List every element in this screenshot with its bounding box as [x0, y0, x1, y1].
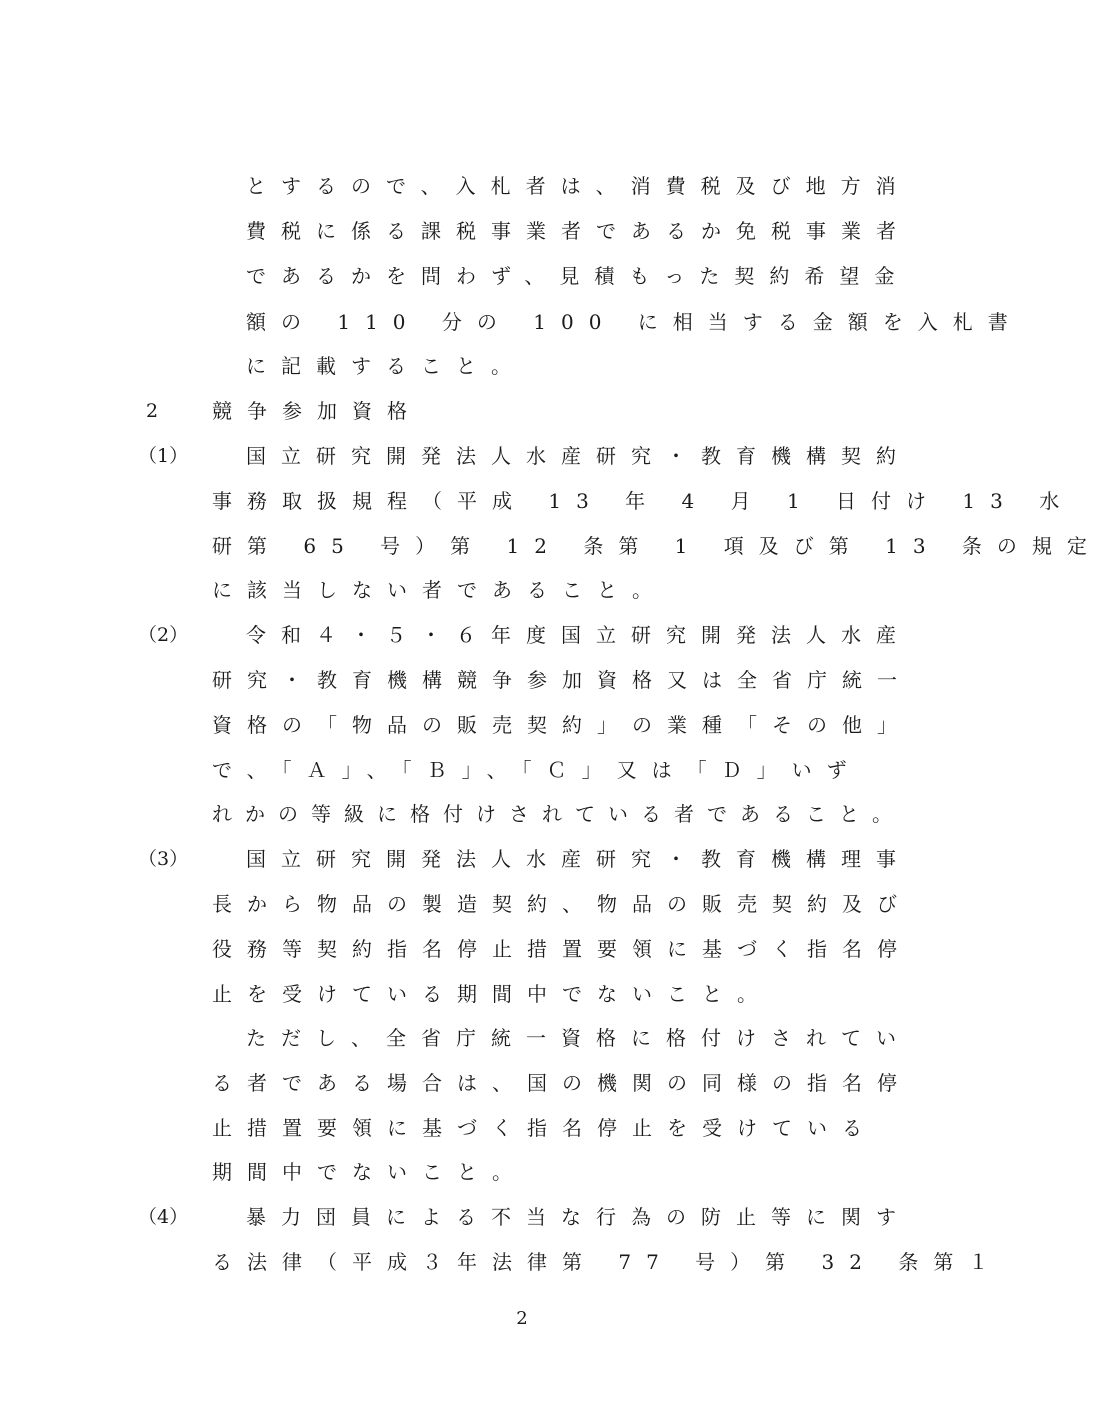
text-line: であるかを問わず、見積もった契約希望金: [246, 264, 910, 288]
item-number: （3）: [138, 848, 189, 870]
item-number: （4）: [138, 1206, 189, 1228]
text-line: とするので、入札者は、消費税及び地方消: [246, 174, 911, 198]
text-line: に該当しない者であること。: [212, 578, 667, 602]
text-line: 期間中でないこと。: [212, 1160, 527, 1184]
text-line: 費税に係る課税事業者であるか免税事業者: [246, 219, 911, 243]
text-line: で、「Ａ」、「Ｂ」、「Ｃ」又は「Ｄ」いず: [212, 758, 862, 782]
text-line: 研第 65 号）第 12 条第 1 項及び第 13 条の規定: [212, 534, 1102, 558]
text-line: れかの等級に格付けされている者であること。: [212, 802, 905, 826]
text-line: 国立研究開発法人水産研究・教育機構理事: [246, 847, 911, 871]
text-line: 事務取扱規程（平成 13 年 4 月 1 日付け 13 水: [212, 489, 1075, 513]
text-line: 長から物品の製造契約、物品の販売契約及び: [212, 892, 912, 916]
text-line: 国立研究開発法人水産研究・教育機構契約: [246, 444, 911, 468]
text-line: ただし、全省庁統一資格に格付けされてい: [246, 1026, 911, 1050]
text-line: 役務等契約指名停止措置要領に基づく指名停: [212, 937, 912, 961]
text-line: 研究・教育機構競争参加資格又は全省庁統一: [212, 668, 912, 692]
text-line: 止を受けている期間中でないこと。: [212, 982, 772, 1006]
text-line: 止措置要領に基づく指名停止を受けている: [212, 1116, 877, 1140]
section-number: 2: [146, 400, 159, 422]
text-line: 資格の「物品の販売契約」の業種「その他」: [212, 713, 912, 737]
text-line: 令和４・５・６年度国立研究開発法人水産: [246, 623, 911, 647]
section-heading: 競争参加資格: [212, 399, 422, 423]
text-line: 暴力団員による不当な行為の防止等に関す: [246, 1205, 911, 1229]
item-number: （2）: [138, 624, 189, 646]
text-line: 額の 110 分の 100 に相当する金額を入札書: [246, 310, 1023, 334]
text-line: に記載すること。: [246, 354, 526, 378]
page-number: 2: [516, 1308, 528, 1329]
item-number: （1）: [138, 445, 189, 467]
text-line: る者である場合は、国の機関の同様の指名停: [212, 1071, 912, 1095]
text-line: る法律（平成３年法律第 77 号）第 32 条第１: [212, 1250, 1004, 1274]
